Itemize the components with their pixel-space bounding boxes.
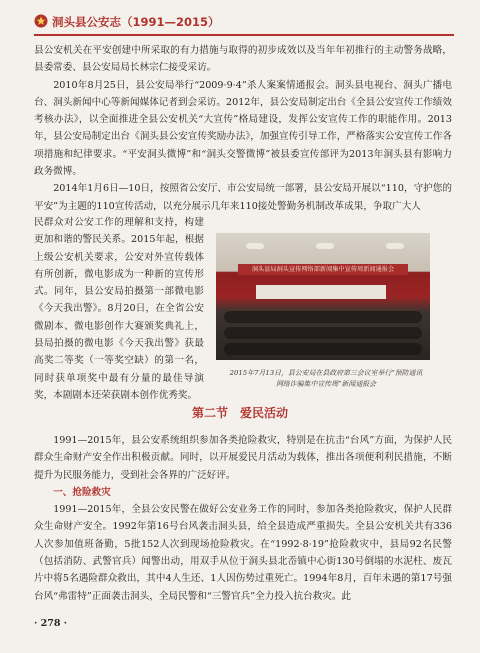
- page-number: · 278 ·: [34, 618, 68, 629]
- paragraph: 1991—2015年，县公安系统组织参加各类抢险救灾，特别是在抗击“台风”方面，为保护人民群众生命财产安全作出积极贡献。同时，以开展爱民月活动为载体，推出各项便利利民措施，不断提升为民服务能力，受到社会各界的广泛好评。: [34, 435, 452, 481]
- body-text-wrap: [34, 214, 204, 404]
- paragraph: 1991—2015年，全县公安民警在做好公安业务工作的同时，参加各类抢险救灾，保护人民群众生命财产安全。1992年第16号台风袭击洞头县，给全县造成严重损失。全县公安机关共有336人次参加值班备勤，5批152人次到现场抢险救灾。在“1992·8·19”抢险救灾中，县局92名民警（包括消防、武警官兵）闻警出动，用双手从位于洞头县北岙镇中心街130号倒塌的水泥柱、废瓦片中将5名遇险群众救出，其中4人生还、1人因伤势过重死亡。1994年8月，百年未遇的第17号强台风“弗雷特”正面袭击洞头，全局民警和“三警官兵”全力投入抗台救灾。此: [34, 504, 452, 602]
- body-text-bottom: [34, 432, 452, 605]
- running-header: [34, 12, 454, 36]
- photo-banner: 洞头县局洞头宣传网络部新闻集中宣传周新闻通报会: [238, 264, 408, 275]
- header-title: 洞头县公安志（1991—2015）: [52, 15, 220, 29]
- paragraph: 2010年8月25日，县公安局举行“2009·9·4”杀人案案情通报会。洞头县电视台、洞头广播电台、洞头新闻中心等新闻媒体记者到会采访。2012年，县公安局制定出台《全县公安宣传工作绩效考核办法》，以全面推进全县公安机关“大宣传”格局建设，发挥公安宣传工作的职能作用。2013年，县公安局制定出台《洞头县公安宣传奖励办法》，加强宣传引导工作，严格落实公安宣传工作各项措施和纪律要求。“平安洞头微博”和“洞头交警微博”被县委宣传部评为2013年洞头县有影响力政务微博。: [34, 79, 452, 178]
- paragraph: 2014年1月6日—10日，按照省公安厅、市公安局统一部署，县公安局开展以“110，守护您的平安”为主题的110宣传活动，以充分展示几年来110接处警勤务机制改革成果，争取广大人: [34, 183, 452, 212]
- paragraph: 县公安机关在平安创建中所采取的有力措施与取得的初步成效以及当年年初推行的主动警务战略，县委常委、县公安局局长林宗仁接受采访。: [34, 45, 452, 74]
- subheading: 一、抢险救灾: [53, 486, 111, 498]
- paragraph: 民群众对公安工作的理解和支持，构建更加和谐的警民关系。2015年起，根据上级公安机关要求，公安对外宣传载体有所创新，微电影成为一种新的宣传形式。同年，县公安局拍摄第一部微电影《今天我出警》。8月20日，在全省公安微剧本、微电影创作大赛颁奖典礼上，县局拍摄的微电影《今天我出警》获最高奖二等奖（一等奖空缺）的第一名，同时获单项奖中最有分量的最佳导演奖，本剧剧本还荣获剧本创作优秀奖。: [34, 217, 204, 401]
- police-emblem-icon: [34, 14, 48, 28]
- section-title: 第二节 爱民活动: [191, 406, 288, 420]
- body-text-top: [34, 42, 452, 215]
- photo-caption: 2015年7月13日，县公安局在县政府第三会议室举行“预防通讯网络诈骗集中宣传周”新闻通报会: [229, 369, 423, 388]
- meeting-photo: [216, 233, 430, 360]
